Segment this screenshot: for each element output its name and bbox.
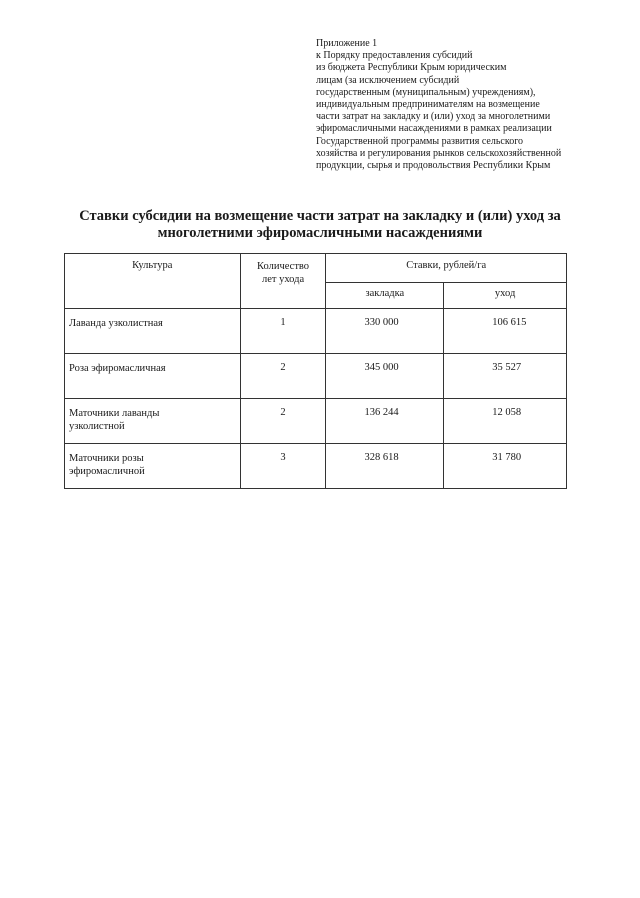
planting-cell: 345 000	[326, 354, 444, 399]
header-rates: Ставки, рублей/га	[326, 254, 567, 283]
culture-cell	[65, 309, 241, 354]
planting-cell: 330 000	[326, 309, 444, 354]
care-cell: 106 615	[444, 309, 567, 354]
culture-cell	[65, 399, 241, 444]
care-cell: 35 527	[444, 354, 567, 399]
header-years	[240, 254, 326, 309]
years-cell: 1	[240, 309, 326, 354]
annex-line: лицам (за исключением субсидий	[316, 74, 460, 86]
annex-block	[316, 38, 606, 172]
annex-line: продукции, сырья и продовольствия Республики Крым	[316, 160, 551, 172]
culture-name-line1: Роза эфиромасличная	[69, 363, 166, 374]
culture-name-line2: эфиромасличной	[69, 466, 145, 477]
care-cell: 12 058	[444, 399, 567, 444]
header-care: уход	[444, 283, 567, 309]
annex-line: части затрат на закладку и (или) уход за многолетними	[316, 111, 551, 123]
header-culture: Культура	[65, 254, 241, 309]
annex-line: из бюджета Республики Крым юридическим	[316, 62, 507, 74]
annex-line: Государственной программы развития сельского	[316, 135, 524, 147]
table-row	[65, 354, 567, 399]
header-years-line1: Количество	[257, 261, 310, 272]
years-cell: 2	[240, 399, 326, 444]
annex-line: хозяйства и регулирования рынков сельскохозяйственной	[316, 147, 562, 159]
annex-line: индивидуальным предпринимателям на возмещение	[316, 99, 540, 111]
table-row	[65, 399, 567, 444]
culture-name-line1: Маточники розы	[69, 453, 144, 464]
years-cell: 2	[240, 354, 326, 399]
table-row	[65, 309, 567, 354]
annex-line: государственным (муниципальным) учреждениям),	[316, 86, 536, 98]
table-header-row	[65, 254, 567, 283]
care-cell: 31 780	[444, 444, 567, 489]
rates-table	[64, 253, 567, 489]
culture-cell	[65, 354, 241, 399]
culture-name-line2: узколистной	[69, 421, 125, 432]
title-line-1: Ставки субсидии на возмещение части затрат на закладку и (или) уход за	[79, 208, 561, 224]
culture-name-line1: Маточники лаванды	[69, 408, 160, 419]
culture-cell	[65, 444, 241, 489]
annex-line: эфиромасличными насаждениями в рамках реализации	[316, 123, 552, 135]
annex-line: Приложение 1	[316, 38, 378, 49]
header-planting: закладка	[326, 283, 444, 309]
annex-line: к Порядку предоставления субсидий	[316, 50, 473, 62]
planting-cell: 136 244	[326, 399, 444, 444]
planting-cell: 328 618	[326, 444, 444, 489]
years-cell: 3	[240, 444, 326, 489]
header-years-line2: лет ухода	[261, 274, 305, 285]
culture-name-line1: Лаванда узколистная	[69, 318, 163, 329]
document-title	[40, 208, 600, 242]
title-line-2: многолетними эфиромасличными насаждениями	[157, 225, 483, 241]
table-row	[65, 444, 567, 489]
